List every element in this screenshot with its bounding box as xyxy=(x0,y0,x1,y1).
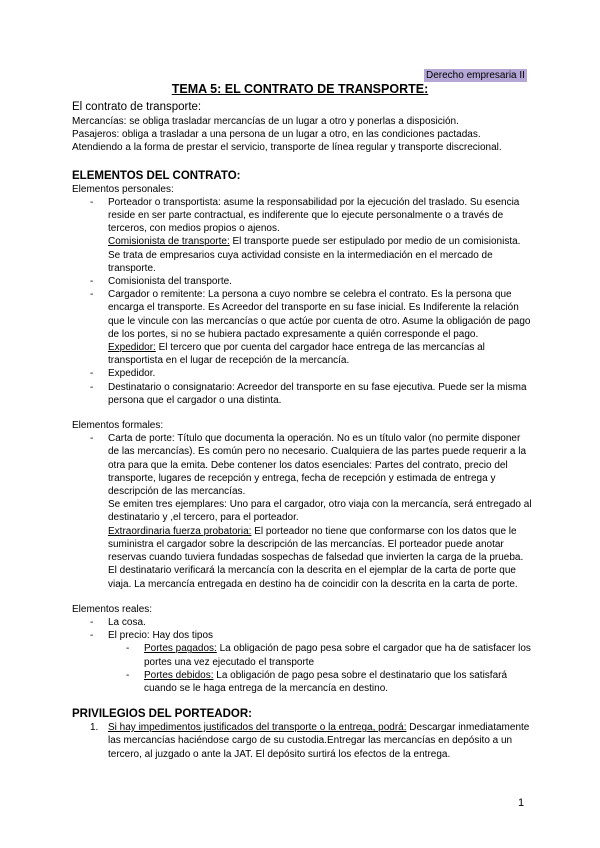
precio-tipos-list xyxy=(72,642,532,695)
cargador-text: Cargador o remitente: La persona a cuyo nombre se celebra el contrato. Es la persona que encarga el transporte. Es Acreedor del transporte en su fase inicial. Es Indiferente la relación que le vincule con las mercancías o que actúe por cuenta de otro. Asume la obligación de pago de los portes, si no se hubiera pactado expresamente a quién corresponde el pago. xyxy=(108,289,531,340)
carta-porte-text: Carta de porte: Título que documenta la operación. No es un título valor (no permite disponer de las mercancías). Es común pero no necesario. Cualquiera de las partes puede requerir a la otra para que la emita. Debe contener los datos esenciales: Partes del contrato, precio del transporte, lugares de recepción y entrega, fecha de recepción y estimada de entrega y descripción de las mercancías. xyxy=(108,433,527,498)
list-item xyxy=(72,616,532,629)
subject-tag: Derecho empresaria II xyxy=(426,70,525,81)
reales-label: Elementos reales: xyxy=(72,603,153,615)
reales-list xyxy=(72,616,532,642)
comisionista-text: Comisionista del transporte. xyxy=(108,276,232,288)
formales-label: Elementos formales: xyxy=(72,420,164,432)
intro-line-pasajeros: Pasajeros: obliga a trasladar a una persona de un lugar a otro, en las condiciones pactadas. xyxy=(72,129,481,141)
list-item xyxy=(72,288,532,367)
list-item xyxy=(72,367,532,380)
cosa-text: La cosa. xyxy=(108,616,146,628)
intro-line-servicio: Atendiendo a la forma de prestar el servicio, transporte de línea regular y transporte discrecional. xyxy=(72,142,502,154)
privilegio-label: Si hay impedimentos justificados del transporte o la entrega, podrá: xyxy=(108,722,407,734)
comisionista-transporte-label: Comisionista de transporte: xyxy=(108,236,230,248)
portes-debidos-text: La obligación de pago pesa sobre el destinatario que los satisfará cuando se le haga entrega de la mercancía en destino. xyxy=(144,669,508,694)
document-body xyxy=(72,100,532,761)
porteador-text: Porteador o transportista: asume la responsabilidad por la ejecución del traslado. Su esencia reside en ser parte contractual, es indiferente que lo ejecute personalmente o a través de terceros, con medios propios o ajenos. xyxy=(108,196,520,235)
list-item xyxy=(72,275,532,288)
comisionista-transporte-text: El transporte puede ser estipulado por medio de un comisionista. Se trata de empresarios cuya actividad consiste en la intermediación en el mercado de transporte. xyxy=(108,236,521,274)
list-item xyxy=(72,629,532,642)
portes-pagados-label: Portes pagados: xyxy=(144,643,217,655)
expedidor-def: El tercero que por cuenta del cargador hace entrega de las mercancías al transportista en el lugar de recepción de la mercancía. xyxy=(108,342,485,367)
intro-line-mercancias: Mercancías: se obliga trasladar mercancías de un lugar a otro y ponerlas a disposición. xyxy=(72,116,459,127)
privilegio-text: Descargar inmediatamente las mercancías haciéndose cargo de su custodia.Entregar las mercancías en depósito a un tercero, al juzgado o ante la JAT. El depósito surtirá los efectos de la entrega. xyxy=(108,722,530,760)
section-heading-privilegios: PRIVILEGIOS DEL PORTEADOR: xyxy=(72,708,252,721)
fuerza-probatoria-text: El porteador no tiene que conformarse con los datos que le suministra el cargador sobre la descripción de las mercancías. El porteador puede anotar reservas cuando tuviera fundadas sospechas de falsedad que invierten la carga de la prueba. El destinatario verificará la mercancía con la descrita en el ejemplar de la carta de porte que viaja. La mercancía entregada en destino ha de coincidir con la descrita en la carta de porte. xyxy=(108,525,524,590)
list-item xyxy=(72,432,532,590)
list-item xyxy=(72,721,532,761)
porteador-sub xyxy=(108,235,532,275)
list-item xyxy=(72,381,532,407)
expedidor-label: Expedidor: xyxy=(108,342,156,354)
personales-list xyxy=(72,196,532,407)
list-item xyxy=(72,642,532,668)
intro-lead: El contrato de transporte: xyxy=(72,101,202,113)
section-heading-elementos: ELEMENTOS DEL CONTRATO: xyxy=(72,169,241,182)
list-item xyxy=(72,669,532,695)
portes-debidos-label: Portes debidos: xyxy=(144,669,214,681)
page-title: TEMA 5: EL CONTRATO DE TRANSPORTE: xyxy=(171,82,429,96)
fuerza-probatoria-label: Extraordinaria fuerza probatoria: xyxy=(108,525,252,537)
carta-ejemplares: Se emiten tres ejemplares: Uno para el cargador, otro viaja con la mercancía, será entregado al destinatario y ,el tercero, para el porteador. xyxy=(108,499,532,524)
destinatario-text: Destinatario o consignatario: Acreedor del transporte en su fase ejecutiva. Puede ser la misma persona que el cargador o una distinta. xyxy=(108,381,527,406)
expedidor-text: Expedidor. xyxy=(108,368,156,380)
carta-fuerza xyxy=(108,525,532,591)
portes-pagados-text: La obligación de pago pesa sobre el cargador que ha de satisfacer los portes una vez ejecutado el transporte xyxy=(144,643,531,668)
list-item xyxy=(72,196,532,275)
precio-text: El precio: Hay dos tipos xyxy=(108,630,214,642)
personales-label: Elementos personales: xyxy=(72,183,174,195)
cargador-sub xyxy=(108,341,532,367)
item-number: 1. xyxy=(90,722,99,734)
privilegios-list xyxy=(72,721,532,761)
formales-list xyxy=(72,432,532,590)
page-number: 1 xyxy=(518,797,525,809)
